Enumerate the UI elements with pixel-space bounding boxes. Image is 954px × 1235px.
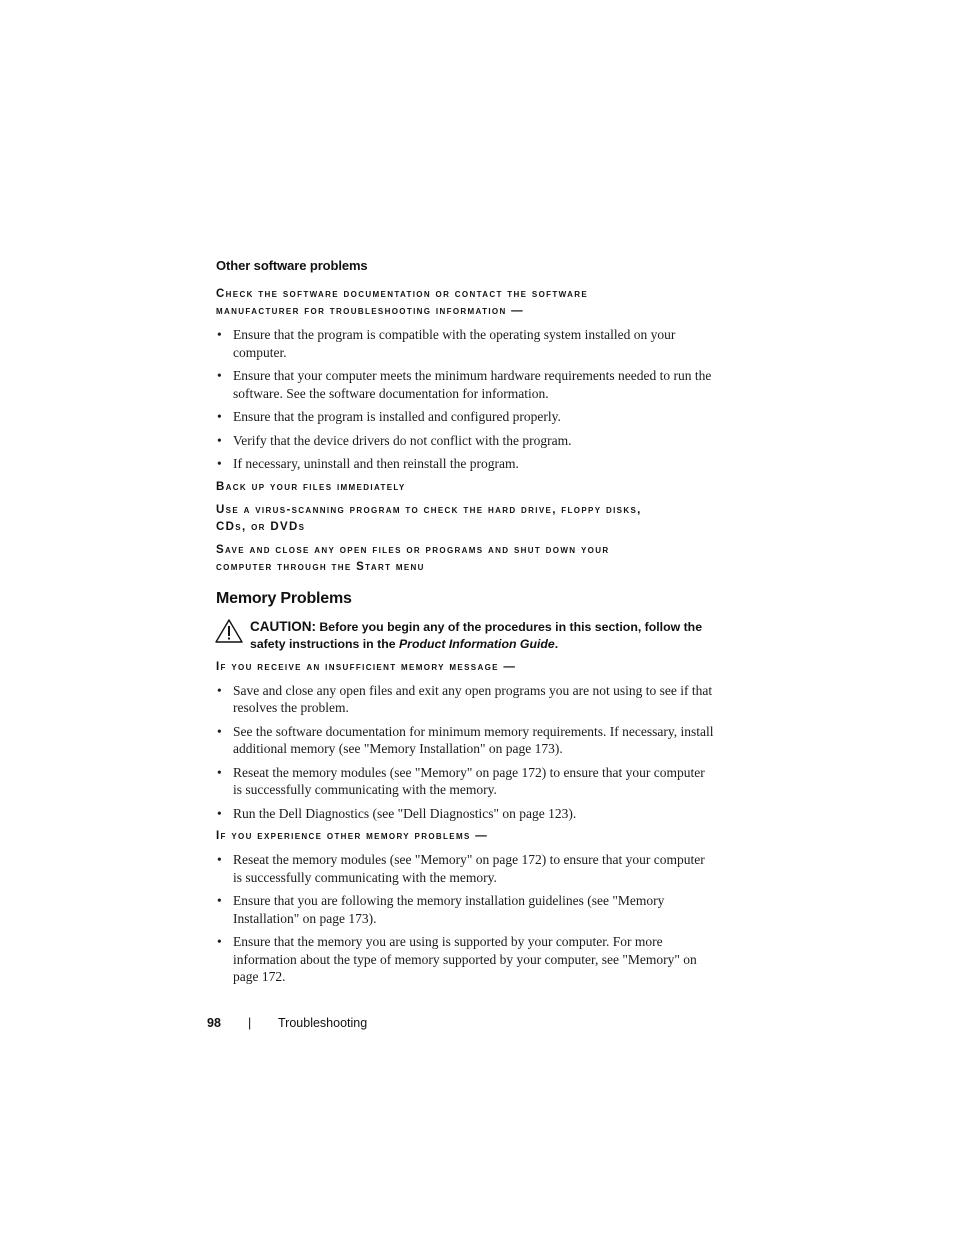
backup-heading: Back up your files immediately bbox=[216, 480, 406, 493]
caution-label: CAUTION: bbox=[250, 618, 316, 634]
virus-line2: CDs, or DVDs bbox=[216, 520, 306, 533]
caution-triangle-icon bbox=[214, 618, 244, 644]
list-item: • Ensure that the program is compatible with the operating system installed on your computer. bbox=[217, 327, 676, 360]
footer-separator: | bbox=[248, 1016, 252, 1030]
page-number: 98 bbox=[207, 1016, 221, 1030]
list-item: • If necessary, uninstall and then reinstall the program. bbox=[217, 456, 519, 471]
caution-guide-title: Product Information Guide bbox=[398, 636, 555, 651]
list-item: • Ensure that the program is installed and configured properly. bbox=[217, 409, 561, 424]
list-item: • Run the Dell Diagnostics (see "Dell Diagnostics" on page 123). bbox=[217, 805, 577, 821]
list-item: • Reseat the memory modules (see "Memory" on page 172) to ensure that your computer is successfully communicating with the memory. bbox=[217, 852, 705, 885]
caution-end: . bbox=[554, 636, 559, 651]
check-docs-line2: manufacturer for troubleshooting information — bbox=[216, 305, 524, 317]
insufficient-memory-list bbox=[216, 682, 716, 823]
list-item: • Ensure that your computer meets the minimum hardware requirements needed to run the software. See the software documentation for information. bbox=[217, 368, 712, 401]
list-item: • Ensure that the memory you are using is supported by your computer. For more information about the type of memory supported by your computer, see "Memory" on page 172. bbox=[217, 934, 697, 984]
page-content bbox=[216, 258, 716, 992]
save-line1: Save and close any open files or programs and shut down your bbox=[216, 543, 610, 556]
other-memory-list bbox=[216, 851, 716, 986]
other-memory-heading: If you experience other memory problems — bbox=[216, 830, 489, 842]
save-heading bbox=[216, 542, 716, 576]
check-docs-heading bbox=[216, 286, 716, 320]
virus-line1: Use a virus-scanning program to check the hard drive, floppy disks, bbox=[216, 503, 642, 516]
list-item: • Reseat the memory modules (see "Memory" on page 172) to ensure that your computer is successfully communicating with the memory. bbox=[217, 764, 705, 797]
other-software-list bbox=[216, 326, 716, 473]
subheading-other-software: Other software problems bbox=[216, 258, 368, 273]
check-docs-line1: Check the software documentation or contact the software bbox=[216, 288, 589, 300]
list-item: • Ensure that you are following the memory installation guidelines (see "Memory Installation" on page 173). bbox=[217, 893, 665, 926]
memory-problems-heading: Memory Problems bbox=[216, 589, 352, 607]
caution-text: Before you begin any of the procedures in this section, follow the safety instructions in the bbox=[250, 619, 703, 651]
list-item: • Save and close any open files and exit any open programs you are not using to see if that resolves the problem. bbox=[217, 682, 713, 715]
caution-note bbox=[216, 618, 716, 653]
insufficient-memory-heading: If you receive an insufficient memory message — bbox=[216, 660, 517, 673]
list-item: • Verify that the device drivers do not conflict with the program. bbox=[217, 432, 572, 448]
save-line2: computer through the Start menu bbox=[216, 560, 425, 573]
virus-heading bbox=[216, 502, 716, 536]
list-item: • See the software documentation for minimum memory requirements. If necessary, install additional memory (see "Memory Installation" on page 173). bbox=[217, 723, 714, 756]
footer-section-title: Troubleshooting bbox=[278, 1016, 368, 1030]
